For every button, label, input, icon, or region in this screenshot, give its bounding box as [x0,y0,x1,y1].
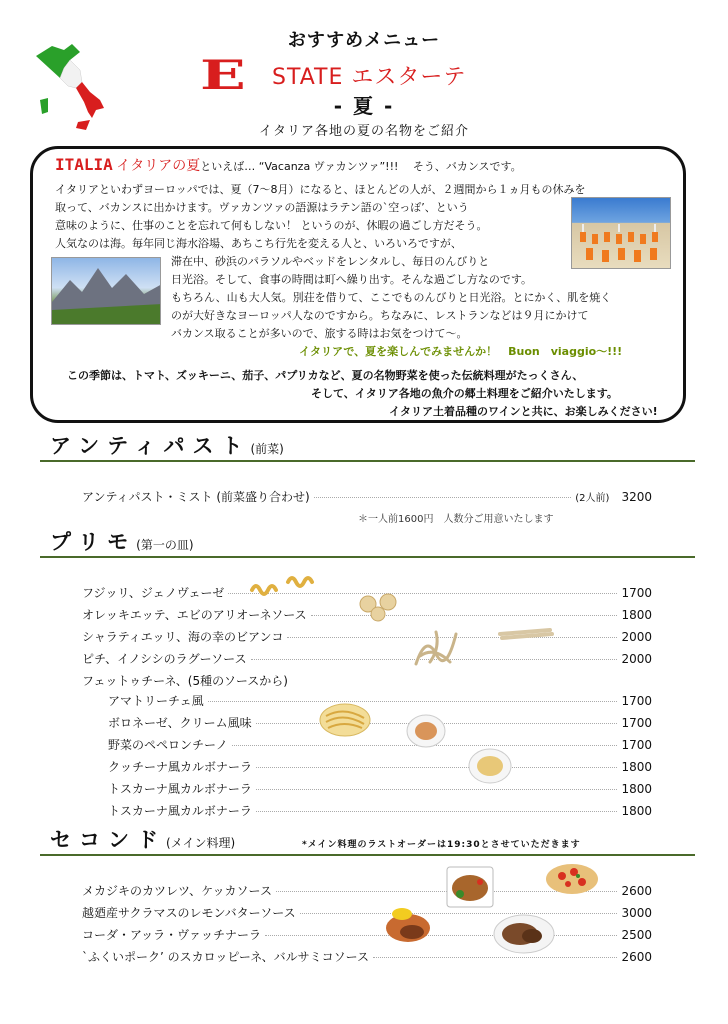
item-name: `ふくいポーク’ のスカロッピーネ、バルサミコソース [82,950,369,964]
section-subtitle: (第一の皿) [136,538,194,552]
item-price: 2600 [621,884,652,898]
feature-line: 人気なのは海。毎年同じ海水浴場、あちこち行先を変える人と、いろいろですが、 [55,237,462,250]
feature-line: イタリアといわずヨーロッパでは、夏（7～8月）になると、ほとんどの人が、２週間から１ヵ月もの休みを [55,183,586,196]
leader-dots [265,935,617,936]
leader-dots [300,913,618,914]
item-name: ボロネーゼ、クリーム風味 [108,716,252,730]
feature-title [55,155,522,175]
item-price: 1800 [621,782,652,796]
item-name: フェットゥチーネ、(5種のソースから) [82,674,288,688]
last-order-note: *メイン料理のラストオーダーは19:30とさせていただきます [302,840,581,850]
menu-item [82,650,652,668]
item-name: 越廼産サクラマスのレモンバターソース [82,906,296,920]
leader-dots [373,957,617,958]
menu-item [82,628,652,646]
item-qty: (2人前) [575,493,610,504]
pici-photo [496,624,556,642]
orecchiette-photo [356,592,402,622]
item-price: 3000 [621,906,652,920]
section-subtitle: (メイン料理) [166,836,236,850]
leader-dots [256,811,618,812]
item-price: 1800 [621,608,652,622]
menu-item [82,904,652,922]
menu-item [108,714,652,732]
item-price: 1700 [621,716,652,730]
section-title-text: セコンド [50,828,166,852]
item-name: シャラティエッリ、海の幸のビアンコ [82,630,284,644]
section-secondo [40,830,695,856]
closing-line: イタリア土着品種のワインと共に、お楽しみください! [389,405,658,418]
menu-item [108,758,652,776]
scialatielli-photo [410,626,462,670]
title-italia: ITALIA [55,155,113,174]
menu-item [82,948,652,966]
item-price: 1700 [621,586,652,600]
feature-box [30,146,686,423]
intro-line: イタリア各地の夏の名物をご紹介 [258,124,469,139]
title-summer: イタリアの夏 [116,158,201,174]
item-name: アンティパスト・ミスト (前菜盛り合わせ) [82,490,310,504]
section-subtitle: (前菜) [250,442,284,456]
closing-line: そして、イタリア各地の魚介の郷土料理をご紹介いたします。 [311,387,618,400]
item-name: トスカーナ風カルボナーラ [108,782,252,796]
beach-photo [571,197,671,269]
bruschetta-photo [544,862,600,896]
fettuccine-photo [318,702,372,738]
section-antipasti [40,436,695,462]
menu-item [82,926,652,944]
feature-line: 取って、バカンスに出かけます。ヴァカンツァの語源はラテン語の`空っぽ’、という [55,201,469,214]
menu-item [108,802,652,820]
section-title-text: プリモ [50,530,137,554]
item-name: コーダ・アッラ・ヴァッチナーラ [82,928,262,942]
item-price: 3200 [621,490,652,504]
feature-line: 滞在中、砂浜のパラソルやベッドをレンタルし、毎日のんびりと [171,255,490,268]
item-price: 1700 [621,694,652,708]
leader-dots [256,789,618,790]
salmon-photo [384,902,432,944]
antipasti-note: ＊一人前1600円 人数分ご用意いたします [358,514,554,525]
season-title: - 夏 - [333,94,395,118]
section-title [50,526,194,556]
section-title [50,824,235,854]
leader-dots [314,497,572,498]
menu-item [108,780,652,798]
fettuccine-heading [82,672,288,690]
item-price: 2000 [621,652,652,666]
carbonara-photo [468,748,512,784]
section-primo [40,532,695,558]
section-title [50,430,284,460]
item-name: ピチ、イノシシのラグーソース [82,652,247,666]
page-heading: おすすめメニュー [287,30,441,51]
item-name: トスカーナ風カルボナーラ [108,804,252,818]
item-price: 2500 [621,928,652,942]
brand-e: E [200,52,246,99]
oxtail-photo [492,912,556,954]
brand-name: STATE エスターテ [272,65,467,90]
feature-line: 意味のように、仕事のことを忘れて何もしない！ というのが、休暇の過ごし方だそう。 [55,219,488,232]
feature-line: のが大好きなヨーロッパ人なのですから。ちなみに、レストランなどは９月にかけて [171,309,589,322]
pasta-plate-photo [406,714,446,748]
menu-item [108,692,652,710]
feature-line: 日光浴。そして、食事の時間は町へ繰り出す。そんな過ごし方なのです。 [171,273,533,286]
closing-line: この季節は、トマト、ズッキーニ、茄子、パプリカなど、夏の名物野菜を使った伝統料理がたっくさん、 [67,369,584,382]
section-title-text: アンティパスト [50,434,251,458]
feature-line: バカンス取ることが多いので、旅する時はお気をつけて～。 [171,327,468,340]
menu-item [82,488,652,506]
feature-line: もちろん、山も大人気。別荘を借りて、ここでものんびりと日光浴。とにかく、肌を焼く [171,291,612,304]
item-price: 1700 [621,738,652,752]
item-name: 野菜のペペロンチーノ [108,738,228,752]
leader-dots [256,767,617,768]
item-price: 2000 [621,630,652,644]
item-name: クッチーナ風カルボナーラ [108,760,253,774]
item-name: フジッリ、ジェノヴェーゼ [82,586,225,600]
feature-green-line: イタリアで、夏を楽しんでみませんか！ Buon viaggio～!!! [299,345,623,358]
item-price: 1800 [621,804,652,818]
item-name: オレッキエッテ、エビのアリオーネソース [82,608,307,622]
title-rest: といえば… “Vacanza ヴァカンツァ”!!! そう、バカンスです。 [200,160,522,173]
item-name: メカジキのカツレツ、ケッカソース [82,884,272,898]
swordfish-photo [446,866,494,908]
menu-item [108,736,652,754]
item-name: アマトリーチェ風 [108,694,204,708]
leader-dots [208,701,618,702]
mountain-photo [51,257,161,325]
item-price: 2600 [621,950,652,964]
item-price: 1800 [621,760,652,774]
fusilli-photo [248,572,324,596]
